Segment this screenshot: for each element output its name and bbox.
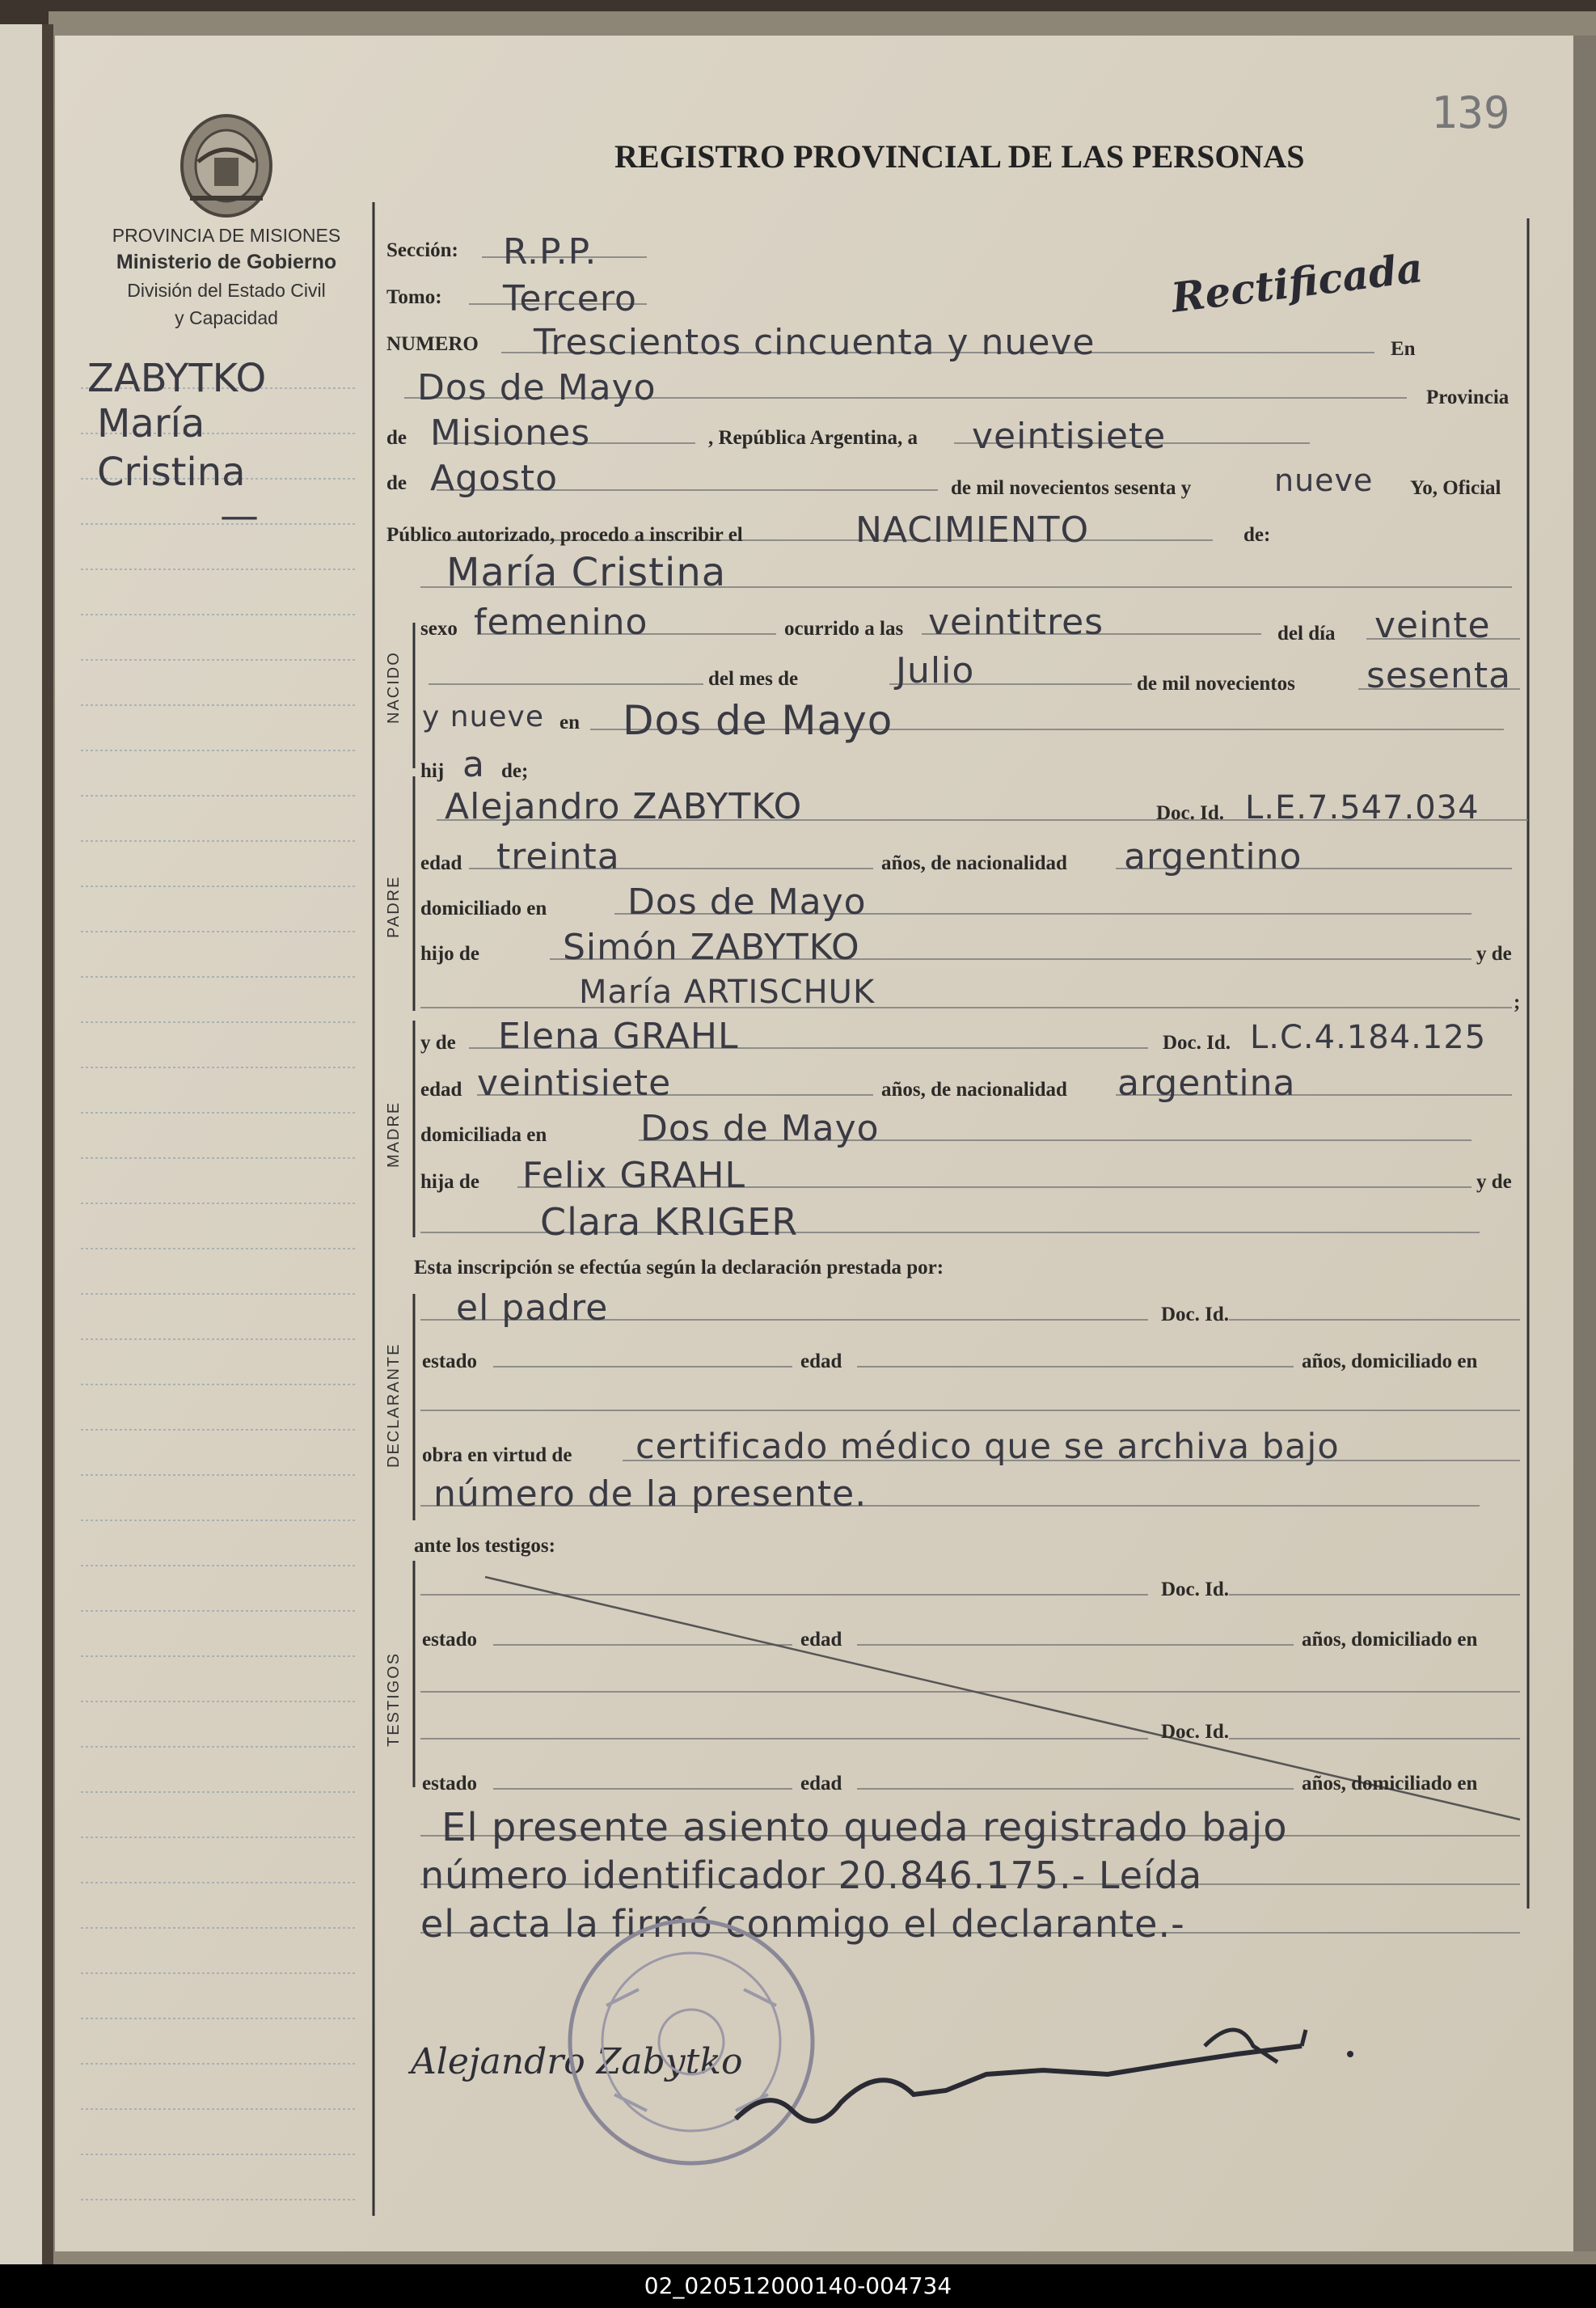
value-mes-nacimiento: Julio: [896, 650, 975, 691]
value-obra-1: certificado médico que se archiva bajo: [635, 1427, 1340, 1467]
label-tomo: Tomo:: [386, 286, 442, 308]
header-province: PROVINCIA DE MISIONES: [112, 225, 341, 246]
label-en: En: [1391, 338, 1416, 360]
label-de-mil-2: de mil novecientos: [1137, 673, 1295, 695]
value-abuela-paterna: María ARTISCHUK: [579, 974, 876, 1011]
value-madre-nacionalidad: argentina: [1117, 1063, 1296, 1104]
label-anos-dom-decl: años, domiciliado en: [1302, 1351, 1478, 1372]
value-abuelo-materno: Felix GRAHL: [522, 1155, 746, 1196]
value-madre-edad: veintisiete: [477, 1063, 672, 1104]
label-publico: Público autorizado, procedo a inscribir el: [386, 524, 743, 546]
label-de-1: de: [386, 427, 407, 449]
page-title: REGISTRO PROVINCIAL DE LAS PERSONAS: [614, 138, 1305, 175]
file-id: 02_020512000140-004734: [644, 2272, 952, 2299]
label-del-mes: del mes de: [708, 668, 799, 690]
value-madre-nombre: Elena GRAHL: [498, 1016, 739, 1057]
value-lugar-nacimiento: Dos de Mayo: [623, 697, 893, 744]
label-provincia: Provincia: [1426, 387, 1509, 408]
label-sexo: sexo: [420, 618, 458, 640]
value-dia-inscripcion: veintisiete: [972, 416, 1167, 457]
label-de-mil: de mil novecientos sesenta y: [951, 477, 1192, 499]
value-padre-edad: treinta: [496, 836, 620, 877]
label-edad-decl: edad: [800, 1351, 842, 1372]
value-numero: Trescientos cincuenta y nueve: [534, 322, 1096, 363]
margin-name-1: María: [97, 401, 205, 446]
value-anio-nacimiento-2: y nueve: [422, 700, 544, 733]
value-mes-inscripcion: Agosto: [430, 458, 559, 499]
label-de-2: de: [386, 472, 407, 494]
value-tomo: Tercero: [503, 278, 637, 319]
value-provincia: Misiones: [430, 412, 591, 454]
label-doc-id-padre: Doc. Id.: [1156, 802, 1225, 824]
label-estado-t2: estado: [422, 1773, 478, 1794]
value-padre-domicilio: Dos de Mayo: [627, 881, 867, 923]
coat-of-arms-icon: [174, 113, 279, 222]
label-anos-nac-padre: años, de nacionalidad: [881, 852, 1067, 874]
page-number: 139: [1431, 87, 1510, 138]
label-edad-madre: edad: [420, 1079, 462, 1101]
header-division: División del Estado Civil: [127, 280, 326, 301]
value-acto: NACIMIENTO: [855, 509, 1090, 551]
label-hijo-de: hijo de: [420, 943, 479, 965]
section-label-testigos: TESTIGOS: [385, 1651, 403, 1747]
section-label-declarante: DECLARANTE: [385, 1342, 403, 1468]
label-yo-oficial: Yo, Oficial: [1410, 477, 1501, 499]
label-y-de-padre: y de: [1476, 943, 1512, 965]
label-anos-dom-t2: años, domiciliado en: [1302, 1773, 1478, 1794]
value-anio-inscripcion: nueve: [1274, 463, 1374, 498]
label-de-colon: de:: [1243, 524, 1271, 546]
label-doc-id-madre: Doc. Id.: [1163, 1032, 1231, 1054]
value-nombre: María Cristina: [446, 550, 727, 595]
margin-surname: ZABYTKO: [87, 356, 267, 401]
value-hij-suffix: a: [462, 744, 485, 785]
label-edad-t2: edad: [800, 1773, 842, 1794]
label-hija-de: hija de: [420, 1171, 479, 1193]
label-hij: hij: [420, 760, 445, 782]
label-domiciliada: domiciliada en: [420, 1124, 547, 1146]
label-edad-padre: edad: [420, 852, 462, 874]
value-nota-1: El presente asiento queda registrado bajo: [441, 1805, 1288, 1850]
label-en-lower: en: [559, 712, 580, 733]
signature-top: Rectificada: [1168, 243, 1425, 322]
label-obra: obra en virtud de: [422, 1444, 572, 1466]
label-esta-inscripcion: Esta inscripción se efectúa según la declaración prestada por:: [414, 1257, 944, 1279]
label-domiciliado-padre: domiciliado en: [420, 898, 547, 919]
label-doc-id-t2: Doc. Id.: [1161, 1721, 1230, 1743]
label-doc-id-t1: Doc. Id.: [1161, 1579, 1230, 1600]
label-ocurrido: ocurrido a las: [784, 618, 904, 640]
label-edad-t1: edad: [800, 1629, 842, 1651]
label-y-de-madre: y de: [420, 1032, 456, 1054]
label-del-dia: del día: [1277, 623, 1336, 645]
margin-name-2: Cristina: [97, 450, 246, 495]
label-seccion: Sección:: [386, 239, 458, 261]
label-semicolon: ;: [1514, 991, 1521, 1013]
label-doc-id-decl: Doc. Id.: [1161, 1304, 1230, 1325]
value-declarante: el padre: [456, 1287, 609, 1329]
value-nota-3: el acta la firmó conmigo el declarante.-: [420, 1902, 1185, 1946]
label-y-de-madre-2: y de: [1476, 1171, 1512, 1193]
value-padre-nombre: Alejandro ZABYTKO: [445, 786, 803, 827]
value-sexo: femenino: [474, 602, 648, 643]
label-estado-decl: estado: [422, 1351, 478, 1372]
label-anos-dom-t1: años, domiciliado en: [1302, 1629, 1478, 1651]
value-hora: veintitres: [928, 602, 1104, 643]
section-label-nacido: NACIDO: [385, 651, 403, 724]
value-padre-doc: L.E.7.547.034: [1245, 789, 1480, 826]
label-estado-t1: estado: [422, 1629, 478, 1651]
value-lugar: Dos de Mayo: [417, 367, 657, 408]
value-padre-nacionalidad: argentino: [1124, 836, 1303, 877]
label-ante-testigos: ante los testigos:: [414, 1535, 555, 1557]
header-ministry: Ministerio de Gobierno: [116, 251, 337, 273]
file-id-bar: [0, 2264, 1596, 2308]
margin-dash: —: [220, 493, 259, 539]
value-dia-nacimiento: veinte: [1374, 605, 1491, 646]
value-abuela-materna: Clara KRIGER: [540, 1200, 799, 1244]
label-numero: NUMERO: [386, 333, 479, 355]
value-obra-2: número de la presente.: [433, 1473, 868, 1515]
value-madre-domicilio: Dos de Mayo: [640, 1108, 880, 1149]
label-de-semicolon: de;: [501, 760, 529, 782]
section-label-padre: PADRE: [385, 875, 403, 938]
value-nota-2: número identificador 20.846.175.- Leída: [420, 1854, 1203, 1897]
value-abuelo-paterno: Simón ZABYTKO: [563, 927, 860, 968]
value-madre-doc: L.C.4.184.125: [1250, 1019, 1487, 1056]
section-label-madre: MADRE: [385, 1101, 403, 1168]
value-anio-nacimiento-1: sesenta: [1366, 655, 1512, 696]
value-seccion: R.P.P.: [503, 231, 597, 273]
official-signature-icon: [720, 1997, 1447, 2143]
label-republica: , República Argentina, a: [708, 427, 918, 449]
label-anos-nac-madre: años, de nacionalidad: [881, 1079, 1067, 1101]
header-capacity: y Capacidad: [175, 307, 278, 328]
signature-declarante: Alejandro Zabytko: [411, 2041, 743, 2082]
